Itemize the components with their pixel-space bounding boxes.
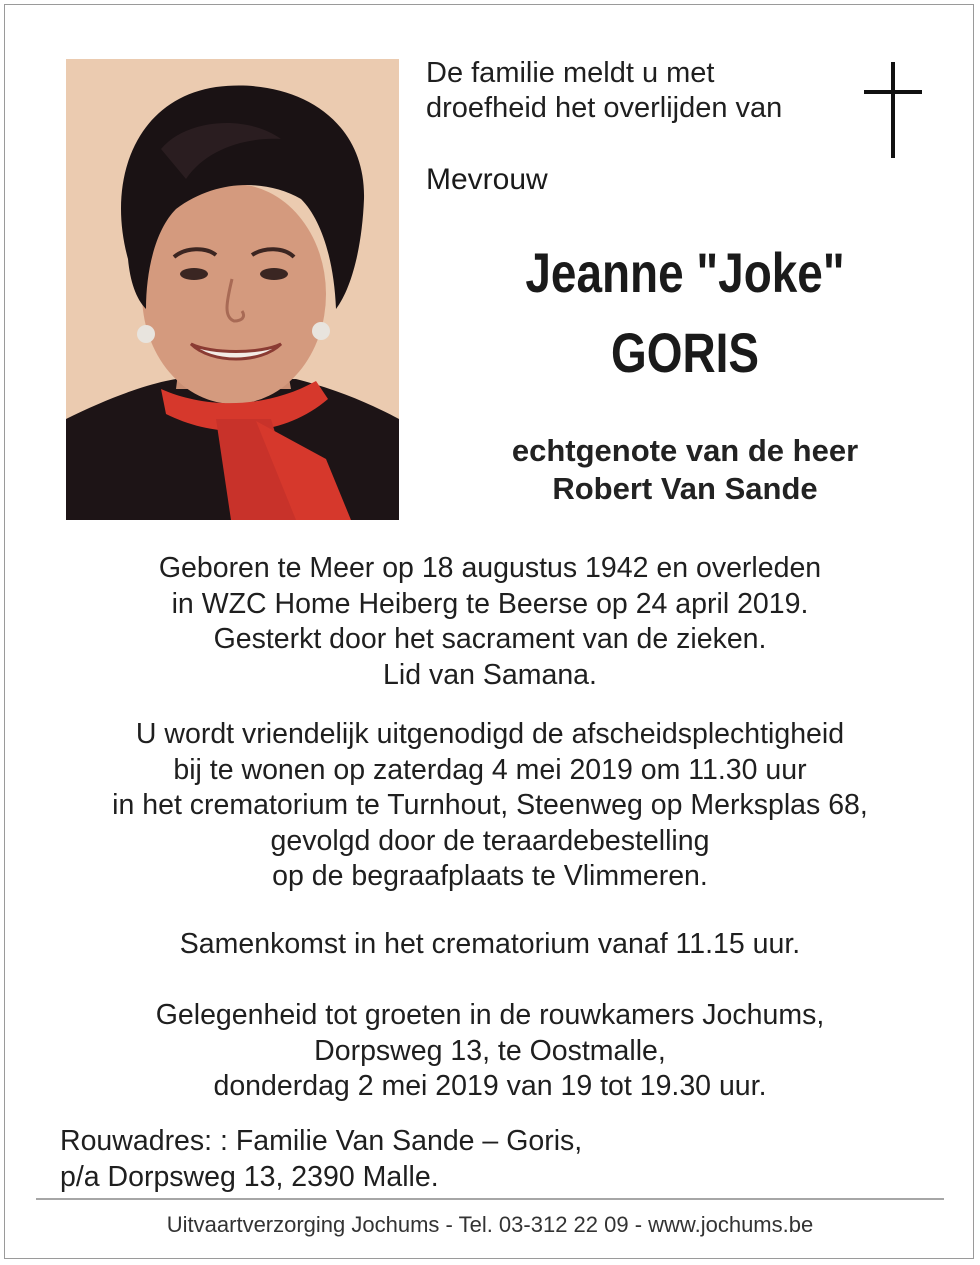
paragraph-line: Gelegenheid tot groeten in de rouwkamers Jochums, bbox=[155, 999, 825, 1031]
visitation-paragraph bbox=[0, 998, 980, 1105]
paragraph-line: in WZC Home Heiberg te Beerse op 24 april 2019. bbox=[171, 587, 809, 620]
intro-line: droefheid het overlijden van bbox=[426, 92, 783, 124]
footer-divider bbox=[36, 1198, 944, 1200]
paragraph-line: op de begraafplaats te Vlimmeren. bbox=[272, 860, 708, 892]
spouse-line: Robert Van Sande bbox=[552, 471, 818, 506]
deceased-last-name: GORIS bbox=[611, 321, 759, 384]
paragraph-line: in het crematorium te Turnhout, Steenweg op Merksplas 68, bbox=[112, 789, 868, 821]
paragraph-line: Samenkomst in het crematorium vanaf 11.15 uur. bbox=[179, 928, 801, 960]
deceased-first-name: Jeanne "Joke" bbox=[525, 241, 845, 304]
paragraph-line: gevolgd door de teraardebestelling bbox=[270, 824, 710, 857]
paragraph-line: Lid van Samana. bbox=[383, 658, 597, 691]
paragraph-line: Dorpsweg 13, te Oostmalle, bbox=[314, 1034, 666, 1067]
paragraph-line: bij te wonen op zaterdag 4 mei 2019 om 11.30 uur bbox=[173, 753, 807, 786]
funeral-home-footer: Uitvaartverzorging Jochums - Tel. 03-312 22 09 - www.jochums.be bbox=[166, 1212, 814, 1237]
paragraph-line: donderdag 2 mei 2019 van 19 tot 19.30 uur. bbox=[213, 1070, 767, 1102]
spouse-info bbox=[400, 432, 970, 508]
address-line: Rouwadres: : Familie Van Sande – Goris, bbox=[60, 1125, 583, 1157]
paragraph-line: U wordt vriendelijk uitgenodigd de afscheidsplechtigheid bbox=[135, 718, 845, 750]
invitation-paragraph bbox=[0, 717, 980, 895]
spouse-line: echtgenote van de heer bbox=[511, 433, 859, 468]
gathering-paragraph bbox=[0, 927, 980, 963]
mourning-address bbox=[60, 1124, 582, 1195]
title-prefix: Mevrouw bbox=[426, 163, 548, 196]
portrait-photo bbox=[66, 59, 399, 520]
birth-death-paragraph bbox=[0, 551, 980, 693]
intro-line: De familie meldt u met bbox=[426, 57, 715, 89]
paragraph-line: Gesterkt door het sacrament van de zieken. bbox=[213, 623, 767, 655]
address-line: p/a Dorpsweg 13, 2390 Malle. bbox=[60, 1160, 439, 1193]
paragraph-line: Geboren te Meer op 18 augustus 1942 en overleden bbox=[158, 552, 822, 584]
intro-text bbox=[426, 56, 782, 126]
latin-cross-icon bbox=[864, 62, 922, 158]
